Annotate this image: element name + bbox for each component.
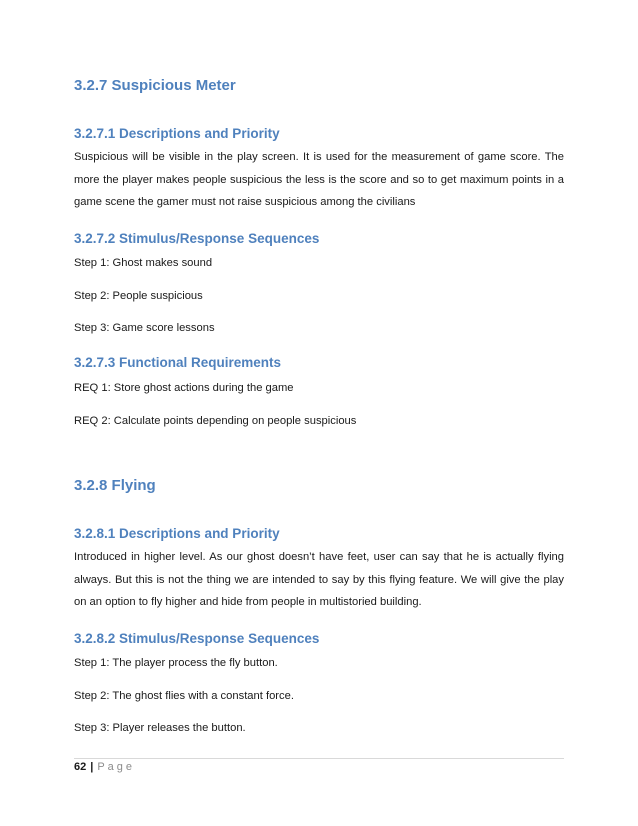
paragraph-flying-description: Introduced in higher level. As our ghost doesn’t have feet, user can say that he is actually flying always. But this is not the thing we are intended to say by this flying feature. We will give the play on an option to fly higher and hide from people in multistoried building. <box>74 551 564 608</box>
subsection-heading-descriptions: 3.2.7.1 Descriptions and Priority <box>74 126 280 141</box>
footer-divider <box>74 758 564 759</box>
requirement-line: REQ 2: Calculate points depending on people suspicious <box>74 415 357 427</box>
subsection-heading-flying-descriptions: 3.2.8.1 Descriptions and Priority <box>74 526 280 541</box>
step-line: Step 1: The player process the fly button. <box>74 657 278 669</box>
step-line: Step 2: The ghost flies with a constant force. <box>74 690 294 702</box>
step-line: Step 3: Player releases the button. <box>74 722 246 734</box>
subsection-heading-stimulus: 3.2.7.2 Stimulus/Response Sequences <box>74 231 320 246</box>
step-line: Step 2: People suspicious <box>74 290 203 302</box>
subsection-heading-functional-requirements: 3.2.7.3 Functional Requirements <box>74 355 282 370</box>
step-line: Step 1: Ghost makes sound <box>74 257 213 269</box>
subsection-heading-flying-stimulus: 3.2.8.2 Stimulus/Response Sequences <box>74 631 320 646</box>
page-number: 62 <box>74 761 87 773</box>
step-line: Step 3: Game score lessons <box>74 322 215 334</box>
section-heading-suspicious-meter: 3.2.7 Suspicious Meter <box>74 77 236 94</box>
requirement-line: REQ 1: Store ghost actions during the game <box>74 382 294 394</box>
page-footer <box>74 761 135 773</box>
footer-separator: | <box>90 761 94 773</box>
page-label: Page <box>97 761 136 773</box>
paragraph-suspicious-description: Suspicious will be visible in the play screen. It is used for the measurement of game score. The more the player makes people suspicious the less is the score and so to get maximum points in a game scene the gamer must not raise suspicious among the civilians <box>74 151 564 208</box>
section-heading-flying: 3.2.8 Flying <box>74 477 156 494</box>
